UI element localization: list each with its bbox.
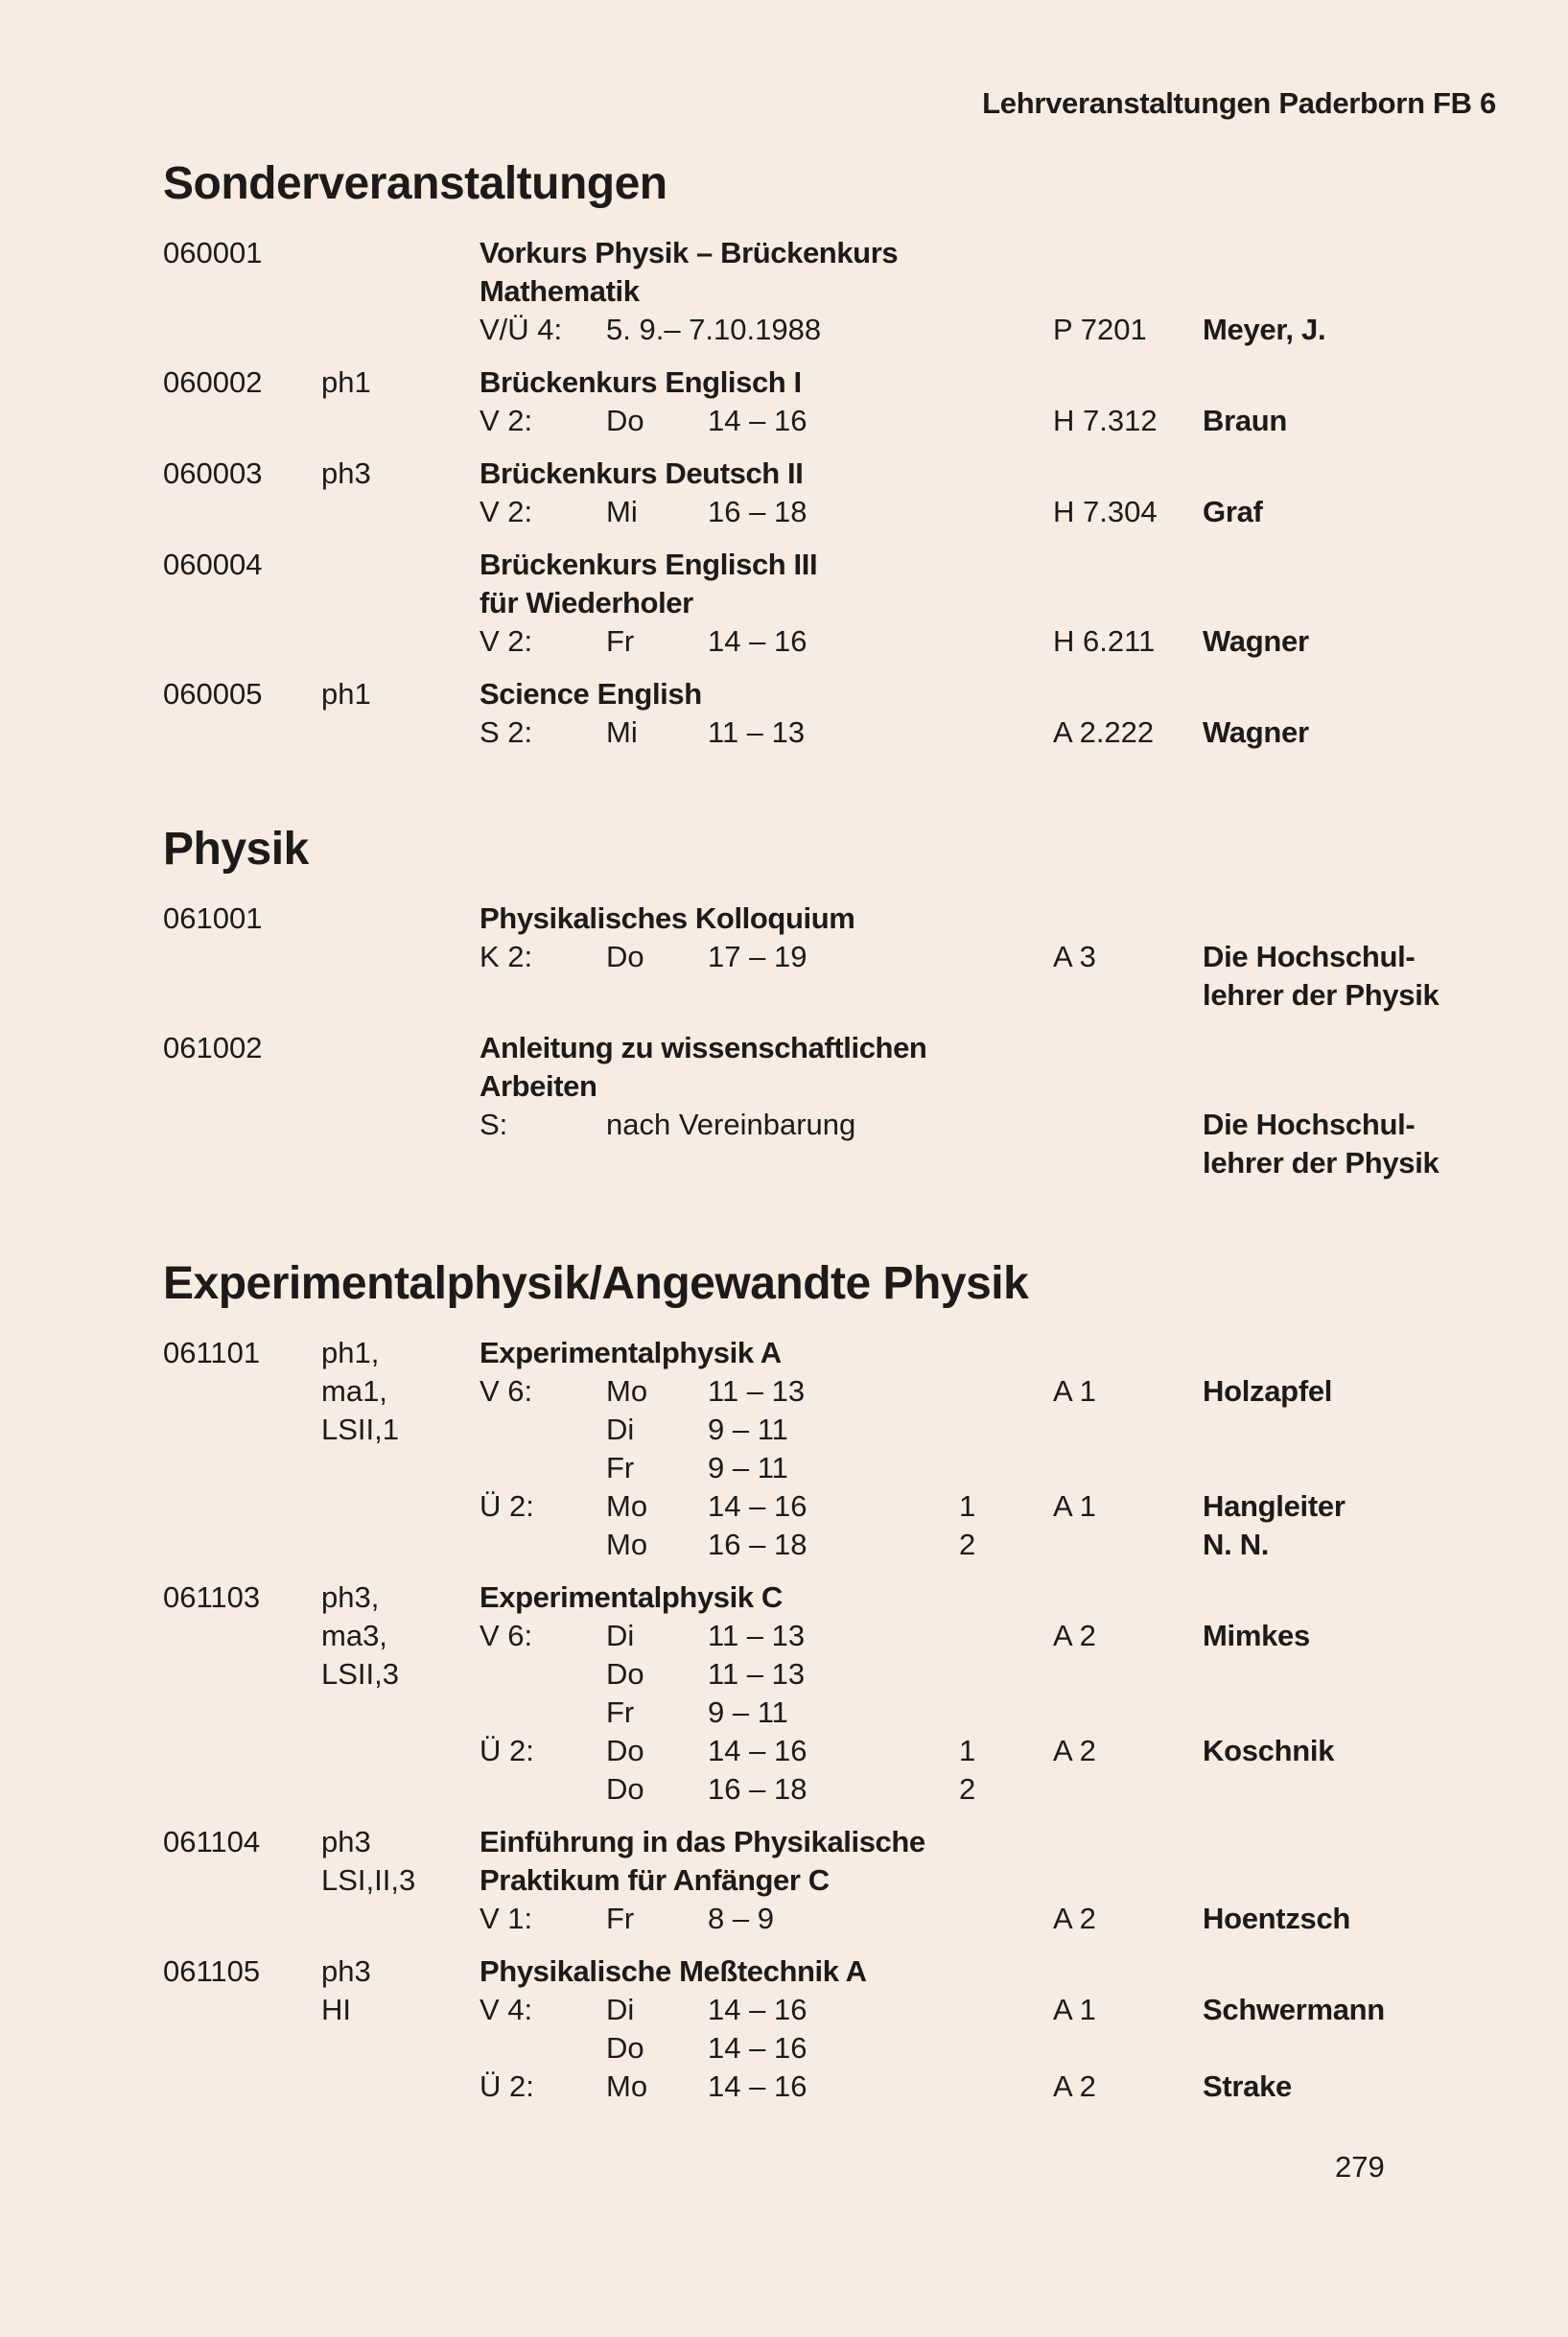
course-line (163, 363, 1510, 402)
course-type: V 4: (480, 1993, 533, 2026)
running-head: Lehrveranstaltungen Paderborn FB 6 (982, 86, 1496, 120)
course-day: Di (606, 1619, 635, 1652)
course-day: Mi (606, 495, 638, 528)
course-title: Brückenkurs Englisch III (480, 548, 818, 581)
course-line (163, 1487, 1510, 1526)
course-line (163, 1991, 1510, 2029)
course-title: Praktikum für Anfänger C (480, 1863, 830, 1897)
course-lecturer: Holzapfel (1203, 1374, 1333, 1408)
page-number: 279 (1335, 2150, 1385, 2184)
course-title: Brückenkurs Englisch I (480, 365, 802, 399)
course-time: 14 – 16 (708, 1489, 807, 1523)
section-title: Sonderveranstaltungen (163, 158, 667, 209)
course-lecturer: Die Hochschul- (1203, 940, 1416, 973)
course-line (163, 493, 1510, 531)
course-line (163, 272, 1510, 311)
course-line (163, 1655, 1510, 1694)
course-time: 17 – 19 (708, 940, 807, 973)
section-sonderveranstaltungen (163, 158, 1510, 766)
course-type: Ü 2: (480, 1734, 534, 1767)
course-line (163, 1106, 1510, 1144)
course-lecturer: Hangleiter (1203, 1489, 1346, 1523)
course-lecturer: Die Hochschul- (1203, 1108, 1416, 1141)
course-audience: LSI,II,3 (321, 1863, 416, 1897)
course-title: Brückenkurs Deutsch II (480, 456, 804, 490)
course-group: 1 (959, 1734, 976, 1767)
course-type: S 2: (480, 715, 533, 749)
course-line (163, 1526, 1510, 1564)
course-time: 16 – 18 (708, 495, 807, 528)
course-line (163, 584, 1510, 622)
course-type: V 6: (480, 1374, 533, 1408)
course-type: Ü 2: (480, 2069, 534, 2103)
course-line (163, 713, 1510, 752)
course-lecturer: lehrer der Physik (1203, 978, 1439, 1012)
course-line (163, 402, 1510, 440)
course-entry (163, 363, 1510, 440)
course-line (163, 1900, 1510, 1938)
course-entry (163, 900, 1510, 1015)
course-type: V/Ü 4: (480, 313, 563, 346)
course-entry (163, 675, 1510, 752)
course-audience: ph3 (321, 1825, 371, 1858)
course-audience: ma3, (321, 1619, 387, 1652)
course-audience: LSII,3 (321, 1657, 399, 1691)
course-title: Physikalisches Kolloquium (480, 901, 855, 935)
course-entry (163, 1029, 1510, 1182)
course-line (163, 1952, 1510, 1991)
course-day: Fr (606, 624, 635, 658)
course-day: Di (606, 1413, 635, 1446)
course-room: H 6.211 (1053, 624, 1156, 658)
course-room: H 7.312 (1053, 404, 1158, 437)
course-day: Mo (606, 1374, 648, 1408)
course-room: A 2 (1053, 2069, 1096, 2103)
course-room: A 1 (1053, 1489, 1096, 1523)
course-entry (163, 1578, 1510, 1809)
course-title: Experimentalphysik A (480, 1336, 782, 1369)
section-experimentalphysik (163, 1258, 1510, 2120)
course-time: 16 – 18 (708, 1772, 807, 1806)
course-line (163, 455, 1510, 493)
course-time: 16 – 18 (708, 1528, 807, 1561)
course-number: 061101 (163, 1336, 261, 1369)
course-line (163, 976, 1510, 1015)
course-room: A 1 (1053, 1374, 1096, 1408)
course-number: 061001 (163, 901, 263, 935)
section-physik (163, 824, 1510, 1197)
course-lecturer: Wagner (1203, 715, 1309, 749)
course-line (163, 1861, 1510, 1900)
course-day: Do (606, 1772, 644, 1806)
course-audience: LSII,1 (321, 1413, 399, 1446)
course-title: Physikalische Meßtechnik A (480, 1954, 867, 1988)
course-line (163, 1334, 1510, 1372)
course-group: 1 (959, 1489, 976, 1523)
course-line (163, 2029, 1510, 2068)
course-day: Do (606, 404, 644, 437)
course-entry (163, 455, 1510, 531)
course-day: Mo (606, 1528, 648, 1561)
course-entry (163, 546, 1510, 661)
course-entry (163, 1952, 1510, 2106)
course-title: Vorkurs Physik – Brückenkurs (480, 236, 899, 269)
course-title: Mathematik (480, 274, 640, 308)
course-time: 14 – 16 (708, 1734, 807, 1767)
course-audience: ph3 (321, 456, 371, 490)
course-room: H 7.304 (1053, 495, 1158, 528)
course-audience: ph3 (321, 1954, 371, 1988)
course-day: Di (606, 1993, 635, 2026)
course-line (163, 2068, 1510, 2106)
course-time: 9 – 11 (708, 1695, 788, 1729)
course-lecturer: N. N. (1203, 1528, 1270, 1561)
course-audience: HI (321, 1993, 351, 2026)
course-time: 8 – 9 (708, 1902, 774, 1935)
course-time: 14 – 16 (708, 624, 807, 658)
course-day: Mo (606, 2069, 648, 2103)
course-schedule: 5. 9.– 7.10.1988 (606, 313, 822, 346)
course-line (163, 311, 1510, 349)
course-title: Anleitung zu wissenschaftlichen (480, 1031, 927, 1064)
course-line (163, 675, 1510, 713)
course-audience: ph3, (321, 1580, 380, 1614)
course-line (163, 1449, 1510, 1487)
course-lecturer: Koschnik (1203, 1734, 1335, 1767)
course-time: 14 – 16 (708, 1993, 807, 2026)
course-line (163, 546, 1510, 584)
course-time: 14 – 16 (708, 2069, 807, 2103)
course-line (163, 1578, 1510, 1617)
course-title: Arbeiten (480, 1069, 597, 1103)
course-room: A 2.222 (1053, 715, 1155, 749)
course-room: P 7201 (1053, 313, 1147, 346)
course-title: Einführung in das Physikalische (480, 1825, 925, 1858)
course-day: Do (606, 2031, 644, 2065)
course-type: K 2: (480, 940, 533, 973)
course-audience: ph1 (321, 677, 371, 711)
course-line (163, 1411, 1510, 1449)
course-line (163, 1732, 1510, 1770)
section-title: Physik (163, 824, 309, 875)
course-lecturer: Mimkes (1203, 1619, 1310, 1652)
course-audience: ph1, (321, 1336, 380, 1369)
course-line (163, 622, 1510, 661)
course-lecturer: Strake (1203, 2069, 1292, 2103)
course-lecturer: Hoentzsch (1203, 1902, 1351, 1935)
course-audience: ph1 (321, 365, 371, 399)
course-group: 2 (959, 1772, 976, 1806)
course-day: Fr (606, 1451, 635, 1484)
course-type: V 2: (480, 624, 533, 658)
course-entry (163, 1823, 1510, 1938)
course-line (163, 1029, 1510, 1067)
course-room: A 2 (1053, 1734, 1096, 1767)
course-day: Fr (606, 1902, 635, 1935)
course-number: 061105 (163, 1954, 261, 1988)
course-line (163, 1617, 1510, 1655)
course-line (163, 900, 1510, 938)
course-audience: ma1, (321, 1374, 387, 1408)
course-room: A 2 (1053, 1619, 1096, 1652)
course-type: V 2: (480, 404, 533, 437)
course-room: A 3 (1053, 940, 1096, 973)
course-number: 061104 (163, 1825, 261, 1858)
course-line (163, 1144, 1510, 1182)
course-day: Do (606, 1657, 644, 1691)
course-schedule: nach Vereinbarung (606, 1108, 856, 1141)
course-title: für Wiederholer (480, 586, 693, 619)
course-time: 11 – 13 (708, 1619, 806, 1652)
course-time: 14 – 16 (708, 404, 807, 437)
course-lecturer: Schwermann (1203, 1993, 1385, 2026)
course-type: V 6: (480, 1619, 533, 1652)
course-lecturer: lehrer der Physik (1203, 1146, 1439, 1180)
course-entry (163, 234, 1510, 349)
course-group: 2 (959, 1528, 976, 1561)
course-lecturer: Wagner (1203, 624, 1309, 658)
course-line (163, 1694, 1510, 1732)
course-day: Do (606, 1734, 644, 1767)
course-type: V 1: (480, 1902, 533, 1935)
course-day: Mo (606, 1489, 648, 1523)
course-number: 060004 (163, 548, 263, 581)
course-day: Fr (606, 1695, 635, 1729)
course-day: Do (606, 940, 644, 973)
section-title: Experimentalphysik/Angewandte Physik (163, 1258, 1029, 1309)
course-number: 061002 (163, 1031, 263, 1064)
course-time: 11 – 13 (708, 1374, 806, 1408)
course-title: Science English (480, 677, 702, 711)
course-line (163, 1823, 1510, 1861)
course-line (163, 1372, 1510, 1411)
course-number: 060002 (163, 365, 263, 399)
course-type: V 2: (480, 495, 533, 528)
course-room: A 1 (1053, 1993, 1096, 2026)
course-title: Experimentalphysik C (480, 1580, 783, 1614)
course-line (163, 938, 1510, 976)
course-time: 14 – 16 (708, 2031, 807, 2065)
course-line (163, 1770, 1510, 1809)
course-room: A 2 (1053, 1902, 1096, 1935)
course-time: 9 – 11 (708, 1451, 788, 1484)
course-line (163, 1067, 1510, 1106)
course-line (163, 234, 1510, 272)
course-type: Ü 2: (480, 1489, 534, 1523)
course-entry (163, 1334, 1510, 1564)
course-lecturer: Graf (1203, 495, 1263, 528)
course-day: Mi (606, 715, 638, 749)
course-lecturer: Braun (1203, 404, 1288, 437)
course-lecturer: Meyer, J. (1203, 313, 1326, 346)
course-time: 9 – 11 (708, 1413, 788, 1446)
course-number: 060005 (163, 677, 263, 711)
course-number: 061103 (163, 1580, 261, 1614)
course-time: 11 – 13 (708, 715, 806, 749)
course-number: 060003 (163, 456, 263, 490)
course-type: S: (480, 1108, 508, 1141)
course-time: 11 – 13 (708, 1657, 806, 1691)
course-number: 060001 (163, 236, 263, 269)
